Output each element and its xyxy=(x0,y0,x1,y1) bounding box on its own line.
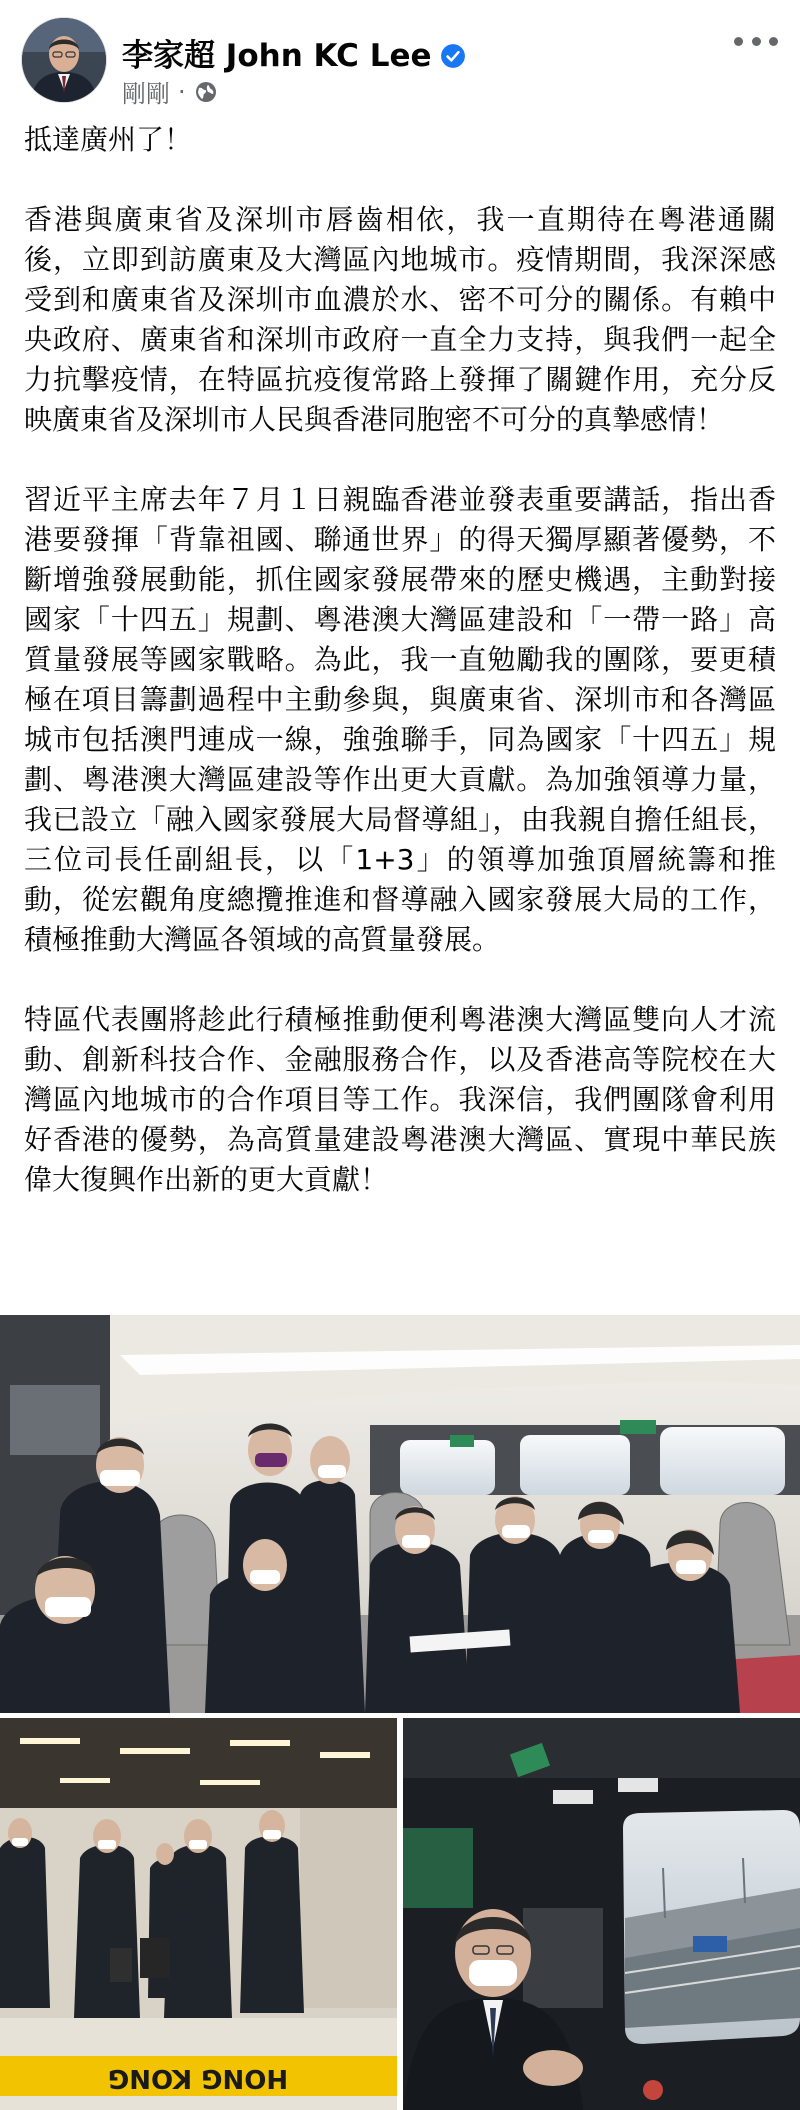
post-body xyxy=(24,120,776,1200)
globe-icon[interactable] xyxy=(194,80,218,104)
more-options-icon xyxy=(769,37,778,46)
train-window-photo xyxy=(403,1718,800,2110)
meta-separator: · xyxy=(178,77,186,106)
more-options-icon xyxy=(734,37,743,46)
post-paragraph: 香港與廣東省及深圳市唇齒相依，我一直期待在粵港通關後，立即到訪廣東及大灣區內地城市。疫情期間，我深深感受到和廣東省及深圳市血濃於水、密不可分的關係。有賴中央政府、廣東省和深圳市政府一直全力支持，與我們一起全力抗擊疫情，在特區抗疫復常路上發揮了關鍵作用，充分反映廣東省及深圳市人民與香港同胞密不可分的真摯感情！ xyxy=(24,203,776,436)
post-header xyxy=(0,0,800,120)
photo-train-meeting[interactable] xyxy=(0,1315,800,1713)
author-avatar[interactable] xyxy=(22,18,106,102)
train-interior-photo xyxy=(0,1315,800,1713)
post-timestamp[interactable]: 剛剛 xyxy=(122,80,170,108)
photo-station-walk[interactable] xyxy=(0,1718,397,2110)
station-sign-text: HONG KONG xyxy=(107,2063,289,2093)
post-paragraph: 特區代表團將趁此行積極推動便利粵港澳大灣區雙向人才流動、創新科技合作、金融服務合作，以及香港高等院校在大灣區內地城市的合作項目等工作。我深信，我們團隊會利用好香港的優勢，為高質量建設粵港澳大灣區、實現中華民族偉大復興作出新的更大貢獻！ xyxy=(24,1003,776,1196)
author-name-link[interactable] xyxy=(122,30,466,75)
photo-train-window[interactable] xyxy=(403,1718,800,2110)
post-paragraph: 習近平主席去年７月１日親臨香港並發表重要講話，指出香港要發揮「背靠祖國、聯通世界」的得天獨厚顯著優勢，不斷增強發展動能，抓住國家發展帶來的歷史機遇，主動對接國家「十四五」規劃、粵港澳大灣區建設和「一帶一路」高質量發展等國家戰略。為此，我一直勉勵我的團隊，要更積極在項目籌劃過程中主動參與，與廣東省、深圳市和各灣區城市包括澳門連成一線，強強聯手，同為國家「十四五」規劃、粵港澳大灣區建設等作出更大貢獻。為加強領導力量，我已設立「融入國家發展大局督導組」，由我親自擔任組長，三位司長任副組長，以「1+3」的領導加強頂層統籌和推動，從宏觀角度總攬推進和督導融入國家發展大局的工作，積極推動大灣區各領域的高質量發展。 xyxy=(24,483,776,956)
more-options-icon xyxy=(752,37,761,46)
more-options-button[interactable] xyxy=(734,26,778,56)
verified-badge-icon xyxy=(440,43,466,69)
avatar-portrait-icon xyxy=(22,18,106,102)
post-meta xyxy=(122,74,218,109)
author-name: 李家超 John KC Lee xyxy=(122,38,432,74)
station-concourse-photo xyxy=(0,1718,397,2110)
post-paragraph: 抵達廣州了！ xyxy=(24,123,193,156)
